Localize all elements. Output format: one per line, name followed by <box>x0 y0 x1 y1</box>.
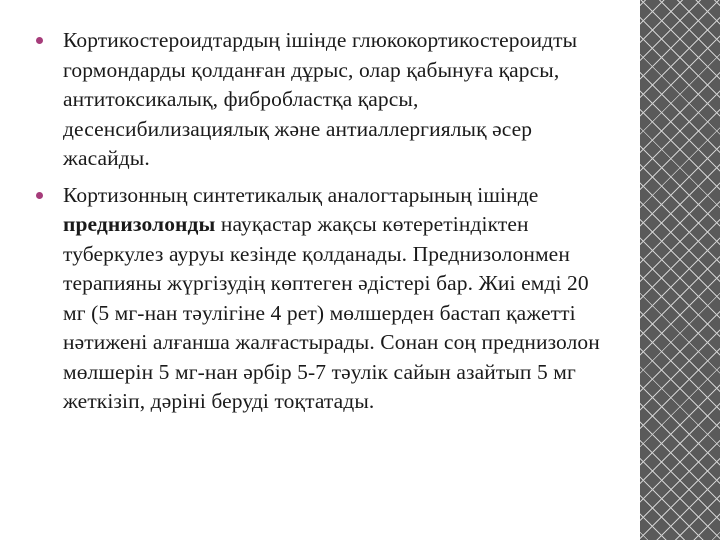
bullet-item-1 <box>36 26 616 174</box>
bullet-list <box>36 26 616 424</box>
bullet-text-1: Кортикостероидтардың ішінде глюкокортикостероидты гормондарды қолданған дұрыс, олар қабынуға қарсы, антитоксикалық, фибробластқа қарсы, десенсибилизациялық және антиаллергиялық әсер жасайды. <box>63 28 578 170</box>
bullet-text-2-end: науқастар жақсы көтеретіндіктен туберкулез ауруы кезінде қолданады. Преднизолонмен терапияны жүргізудің көптеген әдістері бар. Жиі емді 20 мг (5 мг-нан тәулігіне 4 рет) мөлшерден бастап қажетті нәтижені алғанша жалғастырады. Сонан соң преднизолон мөлшерін 5 мг-нан әрбір 5-7 тәулік сайын азайтып 5 мг жеткізіп, дәріні беруді тоқтатады. <box>63 212 600 413</box>
decorative-pattern-strip <box>640 0 720 540</box>
bullet-text-2 <box>63 181 616 417</box>
bullet-item-2 <box>36 181 616 417</box>
bullet-dot-icon <box>36 37 43 44</box>
bullet-dot-icon <box>36 192 43 199</box>
drug-name-bold: преднизолонды <box>63 212 216 236</box>
bullet-text-2-start: Кортизонның синтетикалық аналогтарының ішінде <box>63 182 539 207</box>
